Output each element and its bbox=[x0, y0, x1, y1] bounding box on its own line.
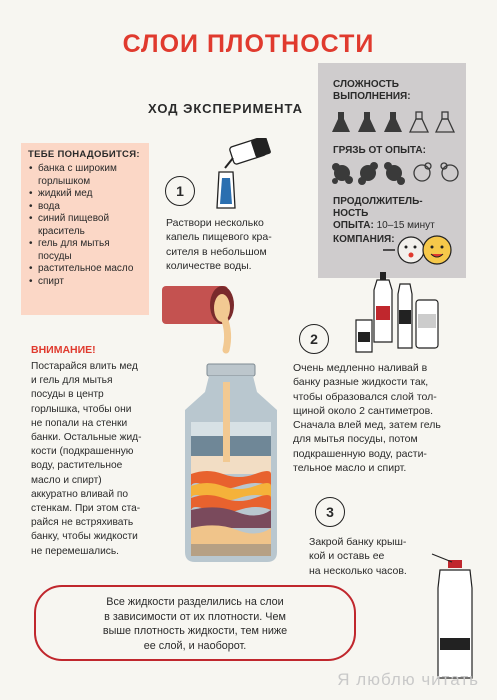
warning-text bbox=[31, 360, 166, 559]
step-number-2: 2 bbox=[299, 324, 329, 354]
warning-line: Постарайся влить мед bbox=[31, 361, 138, 372]
conclusion-box bbox=[34, 585, 356, 661]
list-item: горлышком bbox=[38, 175, 91, 187]
step-3-text bbox=[309, 535, 407, 578]
step-line: Очень медленно наливай в bbox=[293, 362, 428, 374]
step-line: тельное масло и спирт. bbox=[293, 462, 407, 475]
company-faces-icon bbox=[383, 232, 463, 272]
warning-line: не перемешались. bbox=[31, 545, 120, 557]
flask-icon bbox=[436, 112, 454, 132]
step-2-text bbox=[293, 361, 441, 475]
watermark: Я люблю читать bbox=[337, 670, 479, 689]
list-item: • спирт bbox=[38, 276, 142, 289]
list-item: • банка с широким bbox=[38, 163, 142, 176]
warning-line: аккуратно вливай по bbox=[31, 488, 129, 500]
list-item: • синий пищевой bbox=[38, 213, 142, 226]
closed-bottle-icon bbox=[430, 548, 480, 688]
warning-line: и гель для мытья bbox=[31, 375, 113, 387]
list-item: • растительное масло bbox=[38, 263, 142, 276]
step-line: кой и оставь ее bbox=[309, 550, 385, 563]
materials-box bbox=[21, 143, 149, 315]
duration-label bbox=[333, 196, 435, 232]
materials-list bbox=[28, 163, 142, 288]
blot-icon bbox=[384, 162, 405, 185]
step-line: подкрашенную воду, расти- bbox=[293, 447, 427, 460]
warning-line: не попали на стенки bbox=[31, 417, 128, 429]
step-line: чтобы образовался слой тол- bbox=[293, 390, 437, 403]
difficulty-flask-icons bbox=[330, 110, 460, 134]
mess-label: ГРЯЗЬ ОТ ОПЫТА: bbox=[333, 145, 426, 156]
list-item: • жидкий мед bbox=[38, 188, 142, 201]
step-line: сителя в небольшом bbox=[166, 245, 267, 258]
flask-icon bbox=[384, 112, 402, 132]
conclusion-line: в зависимости от их плотности. Чем bbox=[104, 610, 286, 623]
blot-icon bbox=[358, 162, 378, 185]
step-number-3: 3 bbox=[315, 497, 345, 527]
warning-line: горлышка, чтобы они bbox=[31, 403, 132, 415]
difficulty-label-line: СЛОЖНОСТЬ bbox=[333, 79, 399, 90]
conclusion-line: выше плотность жидкости, тем ниже bbox=[102, 625, 288, 637]
step-line: банку разные жидкости так, bbox=[293, 376, 429, 389]
flask-icon bbox=[332, 112, 350, 132]
step-number-1: 1 bbox=[165, 176, 195, 206]
warning-line: стенкам. При этом ста- bbox=[31, 503, 141, 515]
section-subtitle: ХОД ЭКСПЕРИМЕНТА bbox=[148, 101, 303, 116]
page-title: СЛОИ ПЛОТНОСТИ bbox=[122, 30, 375, 58]
conclusion-line: ее слой, и наоборот. bbox=[143, 639, 247, 652]
company-label: КОМПАНИЯ: bbox=[333, 234, 395, 245]
step-line: капель пищевого кра- bbox=[166, 231, 272, 244]
step-1-text bbox=[166, 216, 272, 273]
list-item: посуды bbox=[38, 250, 72, 262]
flask-icon bbox=[410, 112, 428, 132]
warning-line: воду, растительное bbox=[31, 460, 123, 472]
warning-line: банки. Остальные жид- bbox=[31, 432, 142, 444]
list-item: • вода bbox=[38, 201, 142, 214]
warning-line: посуды в центр bbox=[31, 389, 104, 401]
warning-line: банку, чтобы жидкости bbox=[31, 531, 138, 543]
step-line: для мытья посуды, потом bbox=[293, 433, 418, 446]
list-item: краситель bbox=[38, 225, 85, 237]
materials-title: ТЕБЕ ПОНАДОБИТСЯ: bbox=[28, 149, 140, 160]
step-line: количестве воды. bbox=[166, 259, 252, 272]
list-item: • гель для мытья bbox=[38, 238, 142, 251]
step-line: Раствори несколько bbox=[166, 217, 264, 229]
step-line: Закрой банку крыш- bbox=[309, 536, 407, 548]
difficulty-label-line: ВЫПОЛНЕНИЯ: bbox=[333, 91, 411, 102]
blot-icon bbox=[441, 163, 458, 181]
liquids-bottles-icon bbox=[350, 270, 445, 360]
flask-icon bbox=[358, 112, 376, 132]
blot-icon bbox=[414, 163, 431, 181]
duration-value: 10–15 минут bbox=[376, 220, 435, 231]
conclusion-line: Все жидкости разделились на слои bbox=[106, 596, 284, 608]
warning-line: кости (подкрашенную bbox=[31, 446, 134, 458]
warning-line: райся не встряхивать bbox=[31, 517, 134, 529]
warning-title: ВНИМАНИЕ! bbox=[31, 344, 96, 356]
honey-jar-illustration bbox=[160, 278, 245, 358]
mess-blot-icons bbox=[330, 160, 465, 188]
duration-label-line: ОПЫТА: 10–15 минут bbox=[333, 220, 435, 231]
duration-label-line: НОСТЬ bbox=[333, 208, 369, 219]
blot-icon bbox=[332, 163, 353, 184]
step-line: на несколько часов. bbox=[309, 564, 407, 577]
dropper-icon bbox=[213, 138, 273, 210]
difficulty-label bbox=[333, 79, 411, 103]
step-line: щиной около 2 сантиметров. bbox=[293, 404, 434, 417]
step-line: Сначала влей мед, затем гель bbox=[293, 419, 441, 432]
warning-line: масло и спирт) bbox=[31, 474, 102, 486]
duration-label-line: ПРОДОЛЖИТЕЛЬ- bbox=[333, 196, 423, 207]
layered-bottle-illustration bbox=[177, 362, 285, 564]
